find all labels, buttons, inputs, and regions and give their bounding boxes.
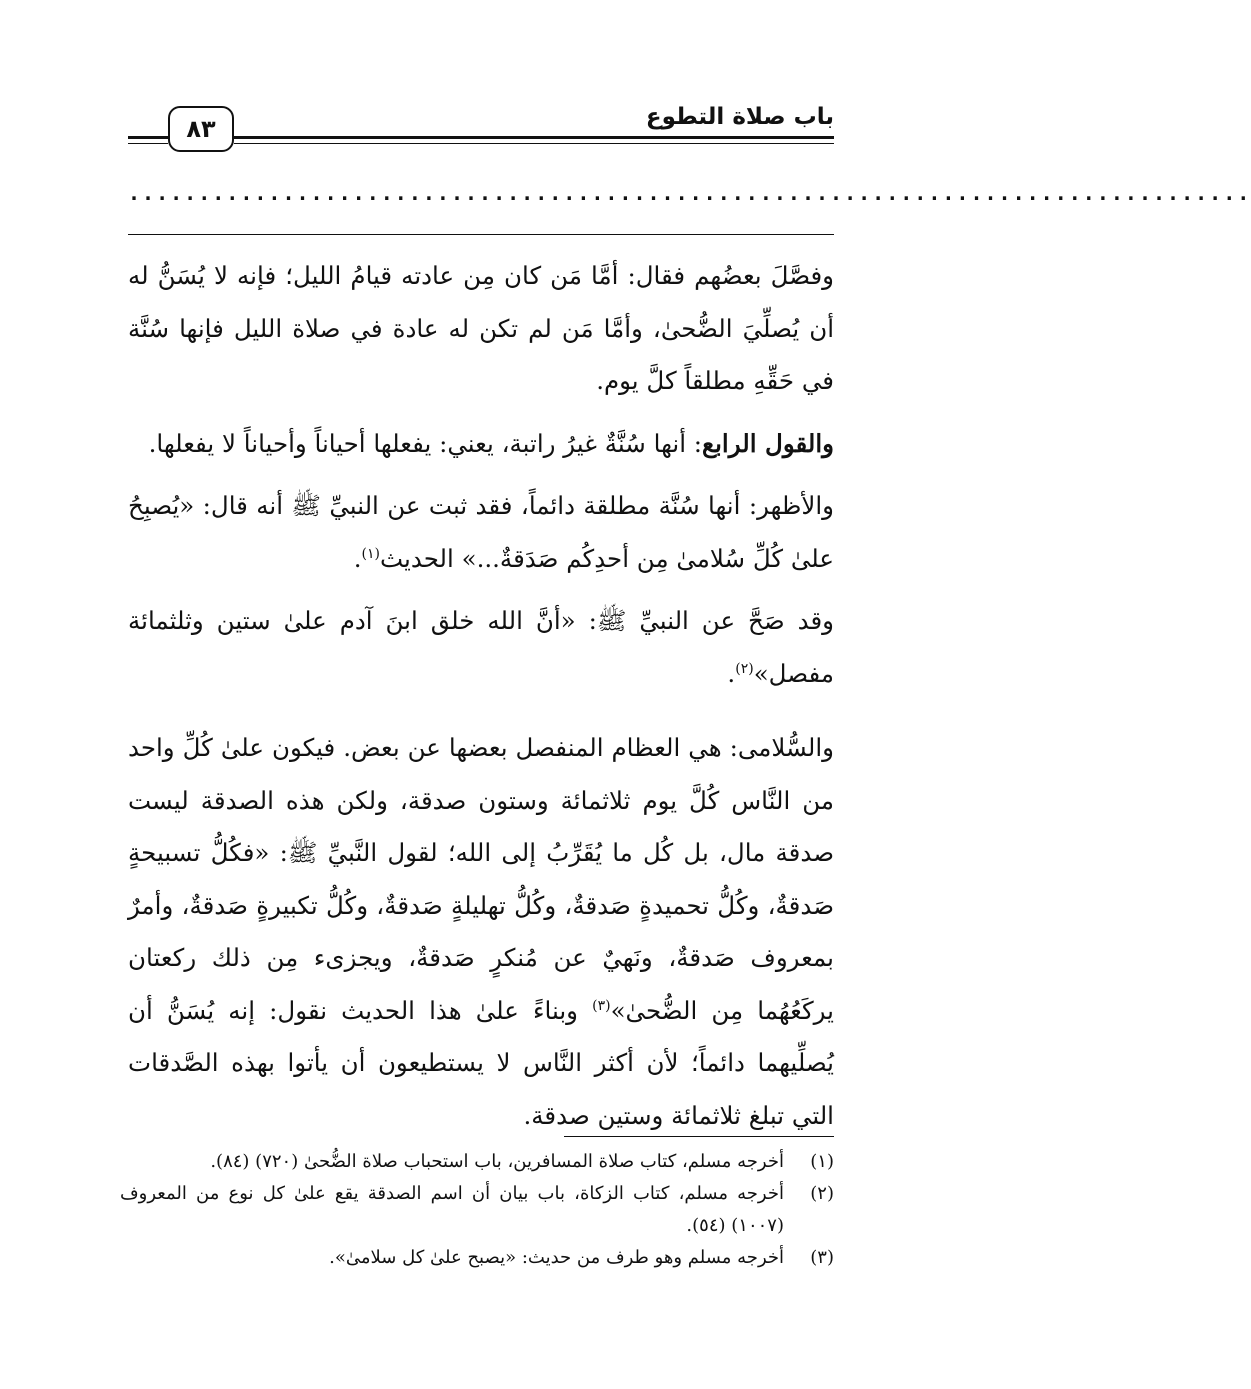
footnote-item [120,1178,834,1242]
paragraph-4-end: . [727,658,736,688]
paragraph-4 [128,595,834,700]
footnote-item [120,1146,834,1178]
footnote-text: أخرجه مسلم، كتاب الزكاة، باب بيان أن اسم الصدقة يقع علىٰ كل نوع من المعروف (١٠٠٧) (٥٤). [120,1183,784,1236]
paragraph-5-end: وبناءً علىٰ هذا الحديث نقول: إنه يُسَنُّ أن يُصلِّيهما دائماً؛ لأن أكثر النَّاس لا يستطيعون أن يأتوا بهذه الصَّدقات التي تبلغ ثلاثمائة وستين صدقة. [128,995,834,1130]
top-rule [128,234,834,235]
paragraph-3-end: . [353,543,362,573]
footnote-number: (١) [810,1151,834,1172]
header-rule-left [128,136,168,144]
footnote-number: (٢) [810,1183,834,1204]
footnote-rule [564,1136,834,1137]
dotted-separator: ................................................................................ [128,181,1251,205]
page-number: ٨٣ [168,106,234,152]
paragraph-lead: والقول الرابع [702,428,834,458]
header-rule-right [234,136,834,144]
paragraph-3-text: والأظهر: أنها سُنَّة مطلقة دائماً، فقد ثبت عن النبيِّ ﷺ أنه قال: «يُصبِحُ علىٰ كُلِّ سُلامىٰ مِن أحدِكُم صَدَقةٌ...» الحديث [128,491,834,573]
paragraph-2-text: : أنها سُنَّةٌ غيرُ راتبة، يعني: يفعلها أحياناً وأحياناً لا يفعلها. [148,428,703,458]
footnote-number: (٣) [810,1247,834,1268]
paragraph-5-text: والسُّلامى: هي العظام المنفصل بعضها عن بعض. فيكون علىٰ كُلِّ واحد من النَّاس كُلَّ يوم ثلاثمائة وستون صدقة، ولكن هذه الصدقة ليست صدقة مال، بل كُل ما يُقَرِّبُ إلى الله؛ لقول النَّبيِّ ﷺ: «فكُلُّ تسبيحةٍ صَدقةٌ، وكُلُّ تحميدةٍ صَدقةٌ، وكُلُّ تهليلةٍ صَدقةٌ، وكُلُّ تكبيرةٍ صَدقةٌ، وأمرٌ بمعروف صَدقةٌ، ونَهيٌ عن مُنكرٍ صَدقةٌ، ويجزىء مِن ذلك ركعتان يركَعُهُما مِن الضُّحىٰ» [128,733,834,1025]
chapter-title: باب صلاة التطوع [645,104,834,130]
paragraph-4-text: وقد صَحَّ عن النبيِّ ﷺ: «أنَّ الله خلق ابنَ آدم علىٰ ستين وثلثمائة مفصل» [128,606,834,688]
page-header [128,100,834,160]
paragraph-1: وفصَّلَ بعضُهم فقال: أمَّا مَن كان مِن عادته قيامُ الليل؛ فإنه لا يُسَنُّ له أن يُصلِّيَ الضُّحىٰ، وأمَّا مَن لم تكن له عادة في صلاة الليل فإنها سُنَّة في حَقِّهِ مطلقاً كلَّ يوم. [128,261,834,395]
footnote-ref-1: (١) [361,545,380,562]
body-text [128,250,834,1142]
footnote-text: أخرجه مسلم، كتاب صلاة المسافرين، باب استحباب صلاة الضُّحىٰ (٧٢٠) (٨٤). [210,1151,784,1172]
paragraph-3 [128,480,834,585]
footnote-text: أخرجه مسلم وهو طرف من حديث: «يصبح علىٰ كل سلامىٰ». [329,1247,784,1268]
paragraph-5 [128,722,834,1142]
footnote-ref-3: (٣) [592,997,611,1014]
footnote-ref-2: (٢) [735,660,754,677]
footnotes [120,1146,834,1274]
footnote-item [120,1242,834,1274]
paragraph-2 [128,418,834,471]
